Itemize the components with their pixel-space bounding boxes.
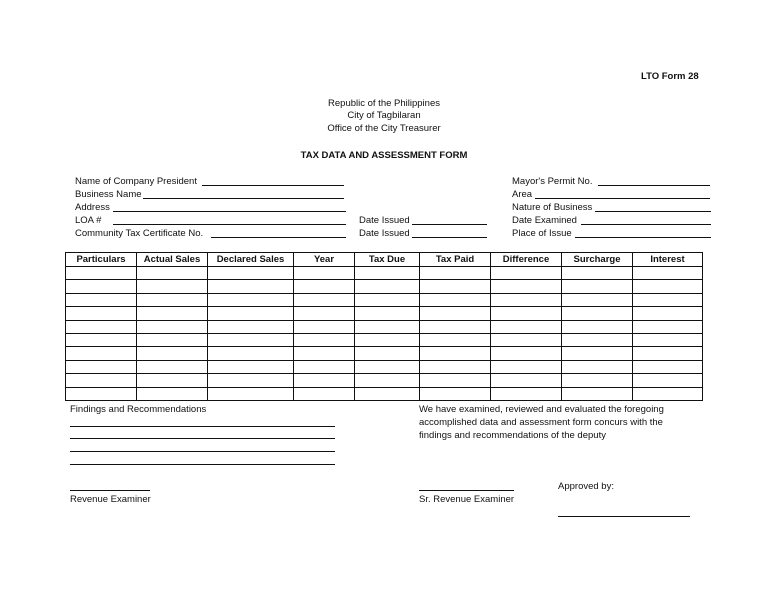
- table-cell[interactable]: [562, 293, 633, 306]
- table-cell[interactable]: [137, 347, 208, 360]
- table-cell[interactable]: [420, 293, 491, 306]
- table-cell[interactable]: [420, 387, 491, 400]
- table-cell[interactable]: [355, 333, 420, 346]
- table-cell[interactable]: [562, 320, 633, 333]
- field-date-issued-1-line[interactable]: [412, 224, 487, 225]
- col-declared-sales: Declared Sales: [208, 253, 294, 267]
- table-cell[interactable]: [66, 293, 137, 306]
- approved-by-signature-line[interactable]: [558, 516, 690, 517]
- field-address-line[interactable]: [113, 211, 346, 212]
- table-cell[interactable]: [294, 267, 355, 280]
- sr-revenue-examiner-label: Sr. Revenue Examiner: [419, 494, 515, 505]
- table-cell[interactable]: [420, 320, 491, 333]
- table-cell[interactable]: [633, 387, 703, 400]
- table-cell[interactable]: [491, 374, 562, 387]
- table-cell[interactable]: [633, 267, 703, 280]
- table-row: [66, 347, 703, 360]
- findings-line-2[interactable]: [70, 438, 335, 439]
- statement-line-2: accomplished data and assessment form concurs with the: [419, 417, 663, 428]
- table-cell[interactable]: [66, 333, 137, 346]
- field-nature-business-label: Nature of Business: [512, 202, 593, 213]
- field-date-examined-line[interactable]: [581, 224, 711, 225]
- form-title: TAX DATA AND ASSESSMENT FORM: [300, 150, 468, 161]
- field-company-president-line[interactable]: [202, 185, 344, 186]
- table-cell[interactable]: [208, 360, 294, 373]
- table-cell[interactable]: [420, 333, 491, 346]
- table-row: [66, 280, 703, 293]
- table-cell[interactable]: [137, 387, 208, 400]
- table-cell[interactable]: [208, 333, 294, 346]
- table-cell[interactable]: [355, 280, 420, 293]
- table-cell[interactable]: [208, 267, 294, 280]
- revenue-examiner-signature-line[interactable]: [70, 490, 150, 491]
- table-cell[interactable]: [633, 307, 703, 320]
- field-loa-line[interactable]: [113, 224, 346, 225]
- table-cell[interactable]: [66, 280, 137, 293]
- table-cell[interactable]: [137, 307, 208, 320]
- table-cell[interactable]: [562, 360, 633, 373]
- table-cell[interactable]: [208, 280, 294, 293]
- col-interest: Interest: [633, 253, 703, 267]
- table-cell[interactable]: [420, 267, 491, 280]
- table-cell[interactable]: [633, 320, 703, 333]
- table-row: [66, 267, 703, 280]
- table-cell[interactable]: [633, 347, 703, 360]
- table-cell[interactable]: [633, 360, 703, 373]
- field-date-issued-2-label: Date Issued: [359, 228, 410, 239]
- table-cell[interactable]: [294, 293, 355, 306]
- table-cell[interactable]: [294, 280, 355, 293]
- table-row: [66, 307, 703, 320]
- field-mayors-permit-line[interactable]: [598, 185, 710, 186]
- table-cell[interactable]: [66, 360, 137, 373]
- table-header-row: [66, 253, 703, 267]
- table-cell[interactable]: [294, 320, 355, 333]
- table-cell[interactable]: [355, 347, 420, 360]
- table-cell[interactable]: [137, 267, 208, 280]
- table-cell[interactable]: [491, 267, 562, 280]
- table-cell[interactable]: [208, 387, 294, 400]
- field-area-line[interactable]: [535, 198, 710, 199]
- header-line-3: Office of the City Treasurer: [327, 123, 441, 134]
- col-actual-sales: Actual Sales: [137, 253, 208, 267]
- form-code: LTO Form 28: [641, 71, 699, 82]
- field-mayors-permit-label: Mayor's Permit No.: [512, 176, 593, 187]
- table-cell[interactable]: [491, 347, 562, 360]
- table-cell[interactable]: [66, 320, 137, 333]
- approved-by-label: Approved by:: [558, 481, 614, 492]
- table-cell[interactable]: [208, 307, 294, 320]
- table-body: [66, 267, 703, 401]
- table-row: [66, 333, 703, 346]
- table-cell[interactable]: [294, 307, 355, 320]
- table-cell[interactable]: [562, 267, 633, 280]
- assessment-table: [65, 252, 703, 401]
- field-place-issue-label: Place of Issue: [512, 228, 572, 239]
- sr-revenue-examiner-signature-line[interactable]: [419, 490, 514, 491]
- table-cell[interactable]: [562, 374, 633, 387]
- table-row: [66, 387, 703, 400]
- table-row: [66, 360, 703, 373]
- field-loa-label: LOA #: [75, 215, 102, 226]
- field-area-label: Area: [512, 189, 533, 200]
- table-cell[interactable]: [294, 333, 355, 346]
- table-cell[interactable]: [355, 387, 420, 400]
- field-nature-business-line[interactable]: [595, 211, 711, 212]
- col-tax-paid: Tax Paid: [420, 253, 491, 267]
- table-cell[interactable]: [66, 387, 137, 400]
- table-row: [66, 293, 703, 306]
- table-cell[interactable]: [294, 360, 355, 373]
- field-ctc-line[interactable]: [211, 237, 346, 238]
- table-cell[interactable]: [562, 387, 633, 400]
- table-cell[interactable]: [491, 280, 562, 293]
- col-tax-due: Tax Due: [355, 253, 420, 267]
- findings-line-4[interactable]: [70, 464, 335, 465]
- table-cell[interactable]: [420, 374, 491, 387]
- field-business-name-line[interactable]: [143, 198, 344, 199]
- col-year: Year: [294, 253, 355, 267]
- table-cell[interactable]: [355, 293, 420, 306]
- table-cell[interactable]: [66, 374, 137, 387]
- col-surcharge: Surcharge: [562, 253, 633, 267]
- table-cell[interactable]: [491, 320, 562, 333]
- table-cell[interactable]: [633, 333, 703, 346]
- table-cell[interactable]: [294, 347, 355, 360]
- table-cell[interactable]: [562, 333, 633, 346]
- findings-line-3[interactable]: [70, 451, 335, 452]
- table-cell[interactable]: [66, 347, 137, 360]
- table-cell[interactable]: [66, 267, 137, 280]
- table-cell[interactable]: [562, 280, 633, 293]
- table-cell[interactable]: [355, 307, 420, 320]
- table-cell[interactable]: [491, 387, 562, 400]
- header-line-1: Republic of the Philippines: [328, 98, 440, 109]
- table-cell[interactable]: [137, 280, 208, 293]
- table-cell[interactable]: [420, 347, 491, 360]
- table-cell[interactable]: [420, 280, 491, 293]
- table-cell[interactable]: [491, 360, 562, 373]
- field-ctc-label: Community Tax Certificate No.: [75, 228, 204, 239]
- field-date-issued-1-label: Date Issued: [359, 215, 410, 226]
- table-cell[interactable]: [355, 374, 420, 387]
- field-date-issued-2-line[interactable]: [412, 237, 487, 238]
- table-cell[interactable]: [562, 347, 633, 360]
- findings-line-1[interactable]: [70, 426, 335, 427]
- table-cell[interactable]: [208, 320, 294, 333]
- field-place-issue-line[interactable]: [575, 237, 711, 238]
- field-business-name-label: Business Name: [75, 189, 142, 200]
- table-cell[interactable]: [633, 374, 703, 387]
- field-address-label: Address: [75, 202, 110, 213]
- col-difference: Difference: [491, 253, 562, 267]
- table-row: [66, 374, 703, 387]
- table-row: [66, 320, 703, 333]
- revenue-examiner-label: Revenue Examiner: [70, 494, 151, 505]
- table-cell[interactable]: [294, 374, 355, 387]
- table-cell[interactable]: [294, 387, 355, 400]
- table-cell[interactable]: [137, 374, 208, 387]
- table-cell[interactable]: [355, 267, 420, 280]
- table-cell[interactable]: [633, 293, 703, 306]
- table-cell[interactable]: [562, 307, 633, 320]
- table-cell[interactable]: [208, 374, 294, 387]
- table-cell[interactable]: [355, 360, 420, 373]
- table-cell[interactable]: [491, 307, 562, 320]
- table-cell[interactable]: [355, 320, 420, 333]
- field-date-examined-label: Date Examined: [512, 215, 577, 226]
- table-cell[interactable]: [420, 360, 491, 373]
- table-cell[interactable]: [208, 293, 294, 306]
- col-particulars: Particulars: [66, 253, 137, 267]
- field-company-president-label: Name of Company President: [75, 176, 197, 187]
- table-cell[interactable]: [66, 307, 137, 320]
- table-cell[interactable]: [208, 347, 294, 360]
- statement-line-3: findings and recommendations of the deputy: [419, 430, 606, 441]
- table-cell[interactable]: [420, 307, 491, 320]
- table-cell[interactable]: [491, 293, 562, 306]
- header-line-2: City of Tagbilaran: [347, 110, 421, 121]
- findings-label: Findings and Recommendations: [70, 404, 207, 415]
- table-cell[interactable]: [137, 293, 208, 306]
- statement-line-1: We have examined, reviewed and evaluated the foregoing: [419, 404, 664, 415]
- table-cell[interactable]: [633, 280, 703, 293]
- table-cell[interactable]: [137, 333, 208, 346]
- table-cell[interactable]: [137, 360, 208, 373]
- table-cell[interactable]: [491, 333, 562, 346]
- table-cell[interactable]: [137, 320, 208, 333]
